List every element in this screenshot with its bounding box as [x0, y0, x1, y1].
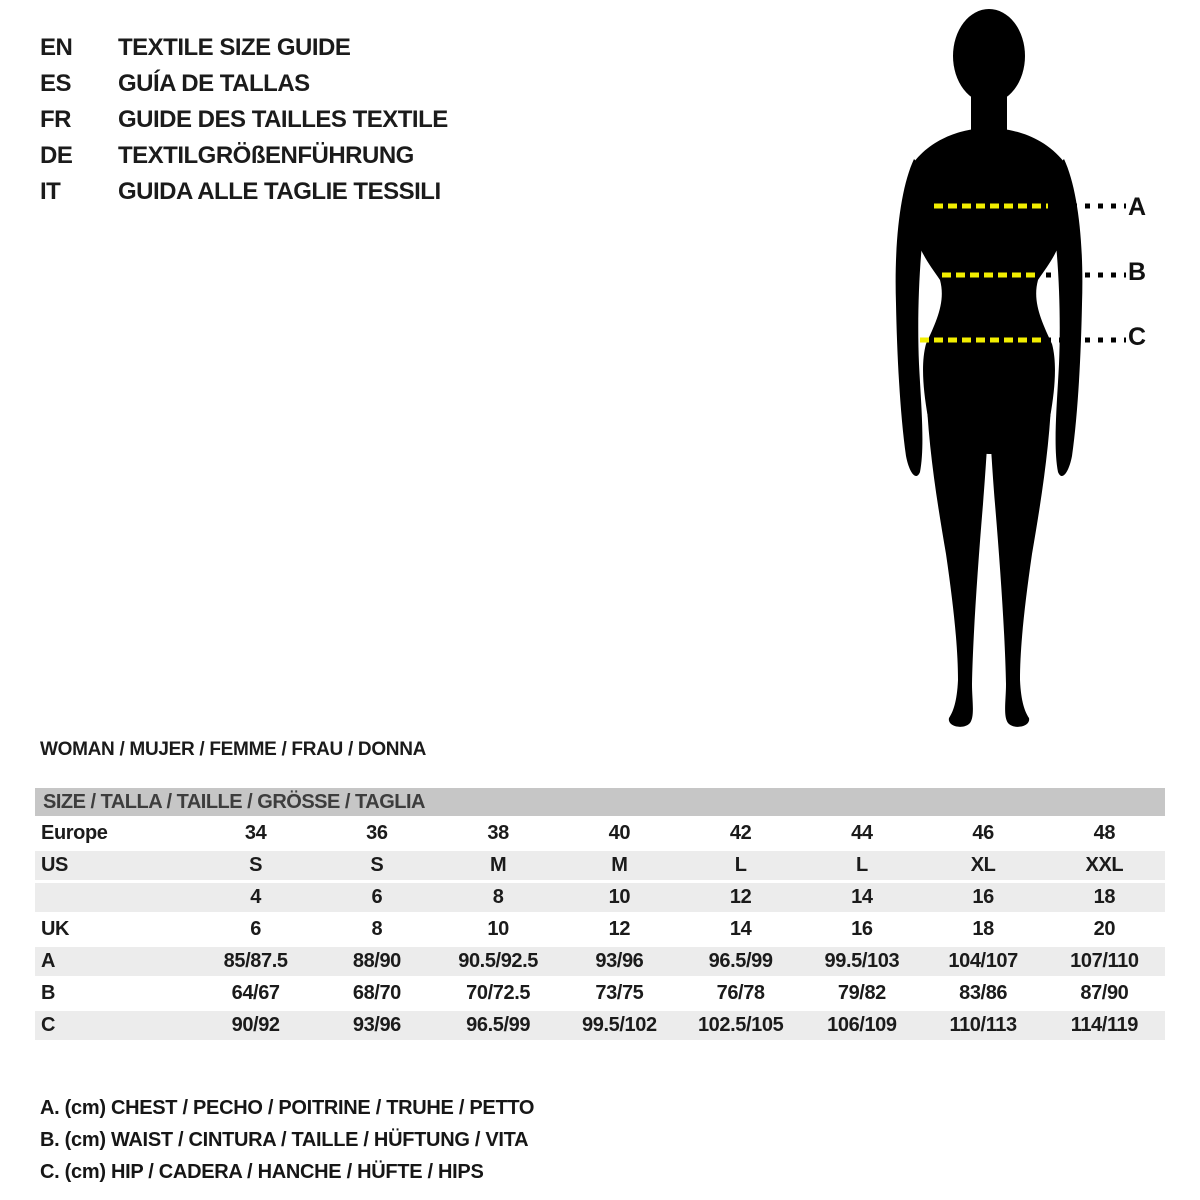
size-cell: 16 — [972, 886, 994, 908]
language-code: EN — [40, 34, 73, 61]
row-label: A — [41, 950, 56, 972]
size-cell: 68/70 — [352, 982, 401, 1004]
size-cell: 44 — [851, 822, 873, 844]
size-cell: 70/72.5 — [466, 982, 531, 1004]
size-cell: 12 — [608, 918, 631, 940]
row-label: B — [41, 982, 56, 1004]
size-cell: S — [249, 854, 263, 876]
size-cell: 99.5/102 — [582, 1014, 657, 1036]
legend-line: C. (cm) HIP / CADERA / HANCHE / HÜFTE / HIPS — [40, 1160, 484, 1183]
size-cell: 16 — [851, 918, 873, 940]
woman-silhouette-illustration — [870, 4, 1170, 736]
size-cell: 104/107 — [948, 950, 1018, 972]
guide-title: TEXTILE SIZE GUIDE — [118, 34, 351, 61]
size-table-body — [35, 819, 1165, 1040]
size-cell: XL — [970, 854, 996, 876]
row-label: Europe — [41, 822, 108, 844]
size-cell: 83/86 — [959, 982, 1008, 1004]
table-row — [35, 819, 1165, 848]
size-cell: 34 — [244, 822, 267, 844]
size-cell: 4 — [250, 886, 261, 908]
size-cell: 18 — [972, 918, 994, 940]
language-title-list — [40, 30, 448, 210]
size-cell: XXL — [1085, 854, 1124, 876]
size-cell: 96.5/99 — [466, 1014, 531, 1036]
size-cell: 96.5/99 — [708, 950, 773, 972]
size-cell: 20 — [1093, 918, 1116, 940]
size-cell: L — [734, 854, 747, 876]
body-measurement-figure — [870, 4, 1170, 736]
size-cell: 10 — [487, 918, 509, 940]
guide-title: GUIDE DES TAILLES TEXTILE — [118, 106, 448, 133]
language-row — [40, 30, 448, 66]
guide-title: GUÍA DE TALLAS — [118, 70, 310, 97]
table-row — [35, 915, 1165, 944]
row-label: UK — [41, 918, 70, 940]
size-cell: 48 — [1093, 822, 1116, 844]
size-cell: 106/109 — [827, 1014, 897, 1036]
table-row — [35, 1011, 1165, 1040]
size-cell: 99.5/103 — [824, 950, 900, 972]
legend-line: B. (cm) WAIST / CINTURA / TAILLE / HÜFTUNG / VITA — [40, 1128, 529, 1151]
language-code: IT — [40, 178, 61, 205]
size-cell: 14 — [851, 886, 873, 908]
row-label: US — [41, 854, 68, 876]
size-cell: 102.5/105 — [697, 1014, 784, 1036]
size-cell: M — [489, 854, 507, 876]
size-cell: 90.5/92.5 — [458, 950, 539, 972]
size-cell: 88/90 — [352, 950, 401, 972]
language-code: DE — [40, 142, 73, 169]
language-row — [40, 138, 448, 174]
table-row — [35, 851, 1165, 880]
size-cell: 85/87.5 — [223, 950, 288, 972]
size-cell: 8 — [492, 886, 504, 908]
size-cell: 14 — [729, 918, 752, 940]
table-row — [35, 979, 1165, 1008]
size-cell: 18 — [1093, 886, 1116, 908]
size-cell: 36 — [366, 822, 388, 844]
size-cell: M — [611, 854, 628, 876]
language-code: ES — [40, 70, 72, 97]
size-cell: 87/90 — [1080, 982, 1129, 1004]
size-cell: 114/119 — [1070, 1014, 1139, 1036]
size-cell: 10 — [608, 886, 631, 908]
legend-line: A. (cm) CHEST / PECHO / POITRINE / TRUHE / PETTO — [40, 1096, 535, 1119]
measure-label-chest: A — [1128, 193, 1147, 221]
row-label: C — [41, 1014, 56, 1036]
size-cell: 12 — [729, 886, 752, 908]
table-row — [35, 947, 1165, 976]
gender-heading: WOMAN / MUJER / FEMME / FRAU / DONNA — [40, 739, 427, 760]
size-cell: 93/96 — [352, 1014, 401, 1036]
table-row — [35, 883, 1165, 912]
size-cell: 40 — [608, 822, 631, 844]
measure-label-waist: B — [1128, 258, 1147, 286]
size-table-header: SIZE / TALLA / TAILLE / GRÖSSE / TAGLIA — [35, 788, 1165, 816]
size-cell: 38 — [487, 822, 509, 844]
guide-title: TEXTILGRÖßENFÜHRUNG — [118, 142, 414, 169]
size-cell: S — [370, 854, 384, 876]
size-cell: L — [855, 854, 868, 876]
language-row — [40, 102, 448, 138]
language-code: FR — [40, 106, 71, 133]
silhouette-shape — [896, 9, 1083, 727]
size-cell: 46 — [972, 822, 994, 844]
language-row — [40, 66, 448, 102]
size-cell: 8 — [371, 918, 383, 940]
size-cell: 76/78 — [716, 982, 765, 1004]
size-cell: 79/82 — [837, 982, 886, 1004]
size-cell: 110/113 — [949, 1014, 1017, 1036]
size-cell: 6 — [371, 886, 383, 908]
guide-title: GUIDA ALLE TAGLIE TESSILI — [118, 178, 441, 205]
size-cell: 107/110 — [1070, 950, 1139, 972]
size-table — [35, 788, 1165, 1040]
size-cell: 42 — [729, 822, 752, 844]
size-cell: 90/92 — [231, 1014, 280, 1036]
size-cell: 93/96 — [595, 950, 644, 972]
size-cell: 6 — [250, 918, 261, 940]
size-cell: 73/75 — [595, 982, 644, 1004]
measurement-legend — [40, 1092, 534, 1188]
size-cell: 64/67 — [231, 982, 280, 1004]
measure-label-hip: C — [1128, 323, 1147, 351]
language-row — [40, 174, 448, 210]
